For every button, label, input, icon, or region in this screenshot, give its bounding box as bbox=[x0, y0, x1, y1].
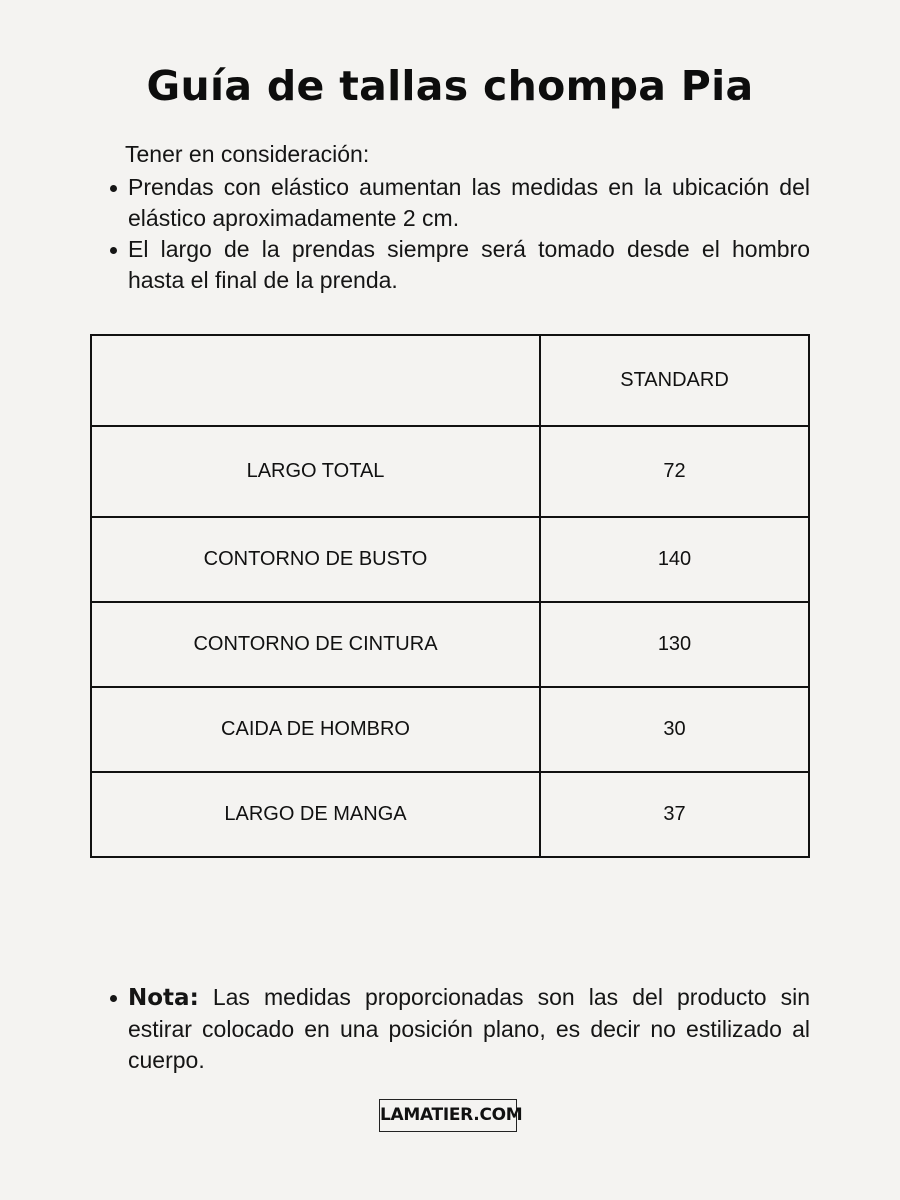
row-label: LARGO DE MANGA bbox=[91, 772, 540, 857]
row-label: CONTORNO DE BUSTO bbox=[91, 517, 540, 602]
brand-logo: LAMATIER.COM bbox=[379, 1099, 517, 1132]
table-row bbox=[91, 772, 809, 857]
header-cell-empty bbox=[91, 335, 540, 426]
row-label: CAIDA DE HOMBRO bbox=[91, 687, 540, 772]
intro-text: Tener en consideración: bbox=[125, 141, 370, 167]
row-value: 72 bbox=[540, 426, 809, 517]
notes-list bbox=[108, 172, 810, 296]
row-value: 130 bbox=[540, 602, 809, 687]
note-item: El largo de la prendas siempre será tomado desde el hombro hasta el final de la prenda. bbox=[108, 234, 810, 296]
page-title: Guía de tallas chompa Pia bbox=[146, 62, 754, 110]
nota-item bbox=[108, 982, 810, 1076]
table-row bbox=[91, 602, 809, 687]
note-item: Prendas con elástico aumentan las medidas en la ubicación del elástico aproximadamente 2 cm. bbox=[108, 172, 810, 234]
row-label: LARGO TOTAL bbox=[91, 426, 540, 517]
nota-list bbox=[108, 982, 810, 1076]
table-row bbox=[91, 517, 809, 602]
size-table bbox=[90, 334, 810, 858]
table-row bbox=[91, 687, 809, 772]
row-value: 140 bbox=[540, 517, 809, 602]
row-value: 37 bbox=[540, 772, 809, 857]
nota-text: Las medidas proporcionadas son las del producto sin estirar colocado en una posición plano, es decir no estilizado al cuerpo. bbox=[128, 984, 810, 1073]
table-row bbox=[91, 426, 809, 517]
row-value: 30 bbox=[540, 687, 809, 772]
table-header-row bbox=[91, 335, 809, 426]
nota-label: Nota: bbox=[128, 985, 199, 1011]
row-label: CONTORNO DE CINTURA bbox=[91, 602, 540, 687]
header-cell-standard: STANDARD bbox=[540, 335, 809, 426]
